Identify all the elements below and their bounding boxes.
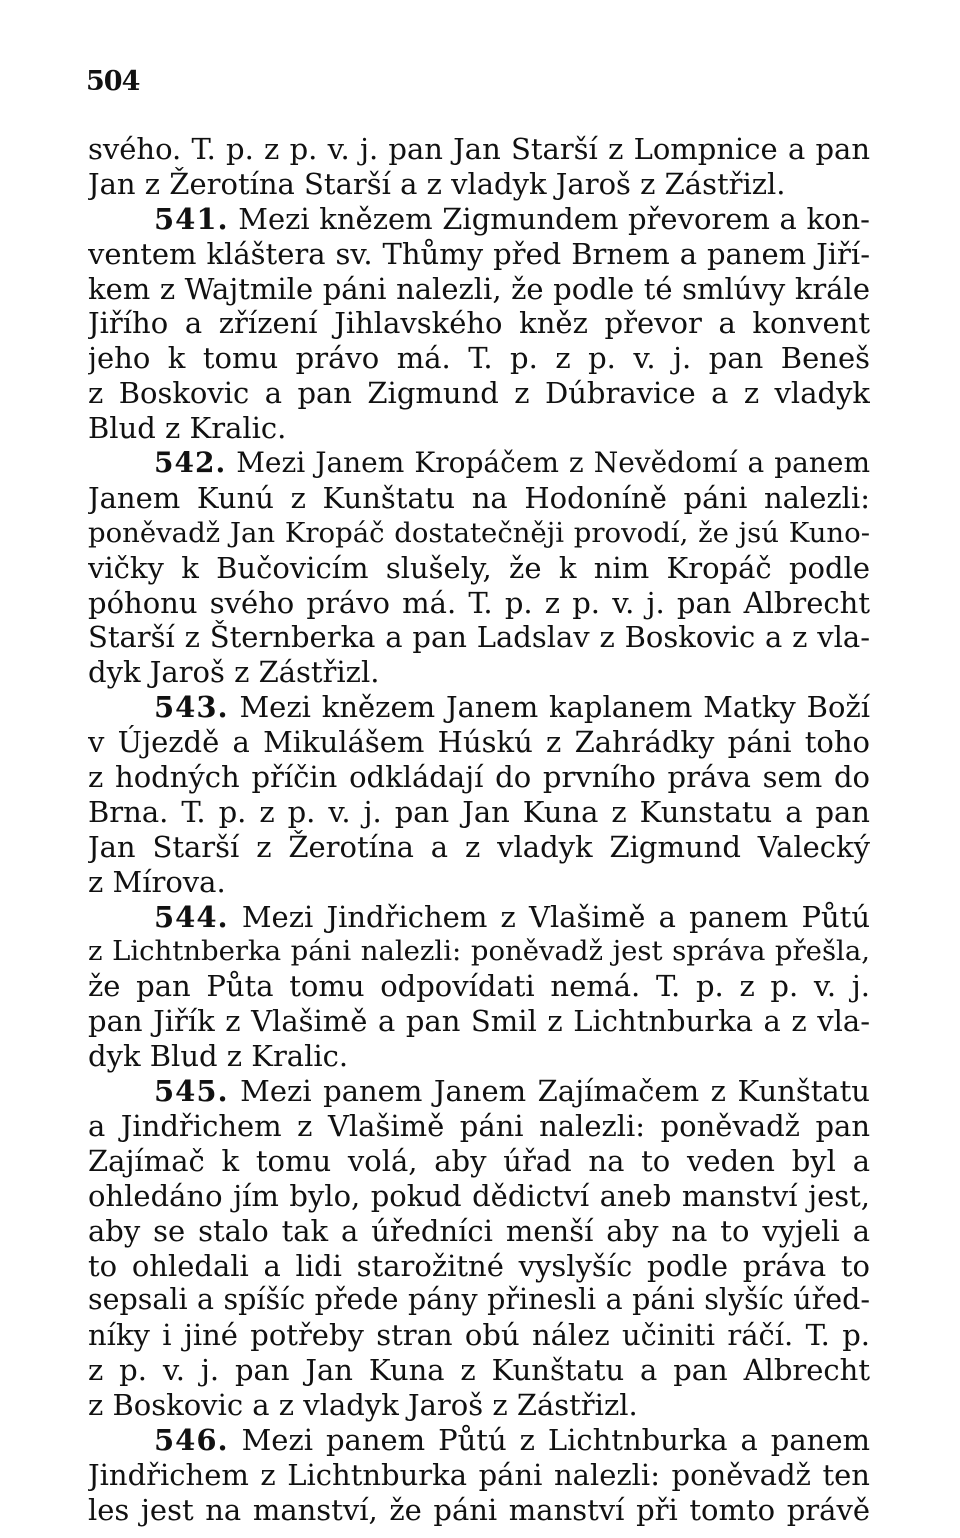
line-text: poněvadž Jan Kropáč dostatečněji provodí, že jsú Kuno- xyxy=(88,516,870,549)
line-text: vičky k Bučovicím slušely, že k nim Kropáč podle xyxy=(88,550,870,585)
line-text: Janem Kunú z Kunštatu na Hodoníně páni nalezli: xyxy=(88,480,870,515)
line-text: Jan Starší z Žerotína a z vladyk Zigmund Valecký xyxy=(88,829,870,864)
line-text: les jest na manství, že páni manství při tomto právě xyxy=(88,1492,870,1527)
line-text: sepsali a spíšíc přede pány přinesli a páni slyšíc úřed- xyxy=(88,1283,870,1317)
line-text: dyk Blud z Kralic. xyxy=(88,1039,349,1074)
text-line xyxy=(88,306,870,341)
text-line xyxy=(88,586,870,621)
line-text: Jan z Žerotína Starší a z vladyk Jaroš z Zástřizl. xyxy=(88,166,786,201)
line-text: že pan Půta tomu odpovídati nemá. T. p. z p. v. j. xyxy=(88,969,870,1004)
line-text: Starší z Šternberka a pan Ladslav z Boskovic a z vla- xyxy=(88,620,870,655)
line-text: jeho k tomu právo má. T. p. z p. v. j. pan Beneš xyxy=(88,341,870,376)
body-text xyxy=(88,132,870,1528)
line-text: kem z Wajtmile páni nalezli, že podle té smlúvy krále xyxy=(88,271,870,306)
text-line xyxy=(88,1249,870,1284)
text-line xyxy=(88,1283,870,1318)
line-text: Jiřího a zřízení Jihlavského kněz převor a konvent xyxy=(88,306,870,341)
text-line xyxy=(88,900,870,935)
text-line xyxy=(88,725,870,760)
line-text: Mezi panem Janem Zajímačem z Kunštatu xyxy=(228,1074,870,1109)
line-text: Zajímač k tomu volá, aby úřad na to veden byl a xyxy=(88,1143,870,1178)
text-line xyxy=(88,132,870,167)
section-number: 543. xyxy=(154,690,229,725)
line-text: Mezi knězem Janem kaplanem Matky Boží xyxy=(228,690,870,725)
text-line xyxy=(88,830,870,865)
line-text: z hodných příčin odkládají do prvního práva sem do xyxy=(88,760,870,795)
text-line xyxy=(88,1109,870,1144)
line-text: z Boskovic a pan Zigmund z Dúbravice a z vladyk xyxy=(88,376,870,411)
text-line xyxy=(88,795,870,830)
line-text: póhonu svého právo má. T. p. z p. v. j. pan Albrecht xyxy=(88,585,870,620)
line-text: Mezi knězem Zigmundem převorem a kon- xyxy=(228,201,870,236)
text-line xyxy=(88,1074,870,1109)
line-text: z p. v. j. pan Jan Kuna z Kunštatu a pan Albrecht xyxy=(88,1353,870,1388)
text-line xyxy=(88,202,870,237)
text-line xyxy=(88,1144,870,1179)
line-text: v Újezdě a Mikulášem Húskú z Zahrádky páni toho xyxy=(88,725,870,760)
page-number: 504 xyxy=(86,66,140,97)
text-line xyxy=(88,620,870,655)
line-text: z Boskovic a z vladyk Jaroš z Zástřizl. xyxy=(88,1388,638,1423)
line-text: aby se stalo tak a úředníci menší aby na to vyjeli a xyxy=(88,1213,870,1248)
text-line xyxy=(88,865,870,900)
text-line xyxy=(88,167,870,202)
text-line xyxy=(88,655,870,690)
line-text: Jindřichem z Lichtnburka páni nalezli: poněvadž ten xyxy=(88,1457,870,1492)
text-line xyxy=(88,446,870,481)
line-text: Mezi Jindřichem z Vlašimě a panem Půtú xyxy=(228,899,870,934)
line-text: Blud z Kralic. xyxy=(88,411,287,446)
line-text: Mezi panem Půtú z Lichtnburka a panem xyxy=(228,1422,870,1457)
text-line xyxy=(88,969,870,1004)
text-line xyxy=(88,481,870,516)
line-text: Mezi Janem Kropáčem z Nevědomí a panem xyxy=(226,446,870,480)
text-line xyxy=(88,1493,870,1528)
line-text: níky i jiné potřeby stran obú nález učiniti ráčí. T. p. xyxy=(88,1318,870,1353)
text-line xyxy=(88,516,870,551)
line-text: a Jindřichem z Vlašimě páni nalezli: poněvadž pan xyxy=(88,1108,870,1143)
text-line xyxy=(88,551,870,586)
line-text: z Lichtnberka páni nalezli: poněvadž jest správa přešla, xyxy=(88,935,870,968)
text-line xyxy=(88,1039,870,1074)
text-line xyxy=(88,1179,870,1214)
text-line xyxy=(88,1004,870,1039)
text-line xyxy=(88,237,870,272)
text-line xyxy=(88,411,870,446)
section-number: 542. xyxy=(154,446,227,480)
line-text: svého. T. p. z p. v. j. pan Jan Starší z Lompnice a pan xyxy=(88,132,870,166)
text-line xyxy=(88,1318,870,1353)
text-line xyxy=(88,1388,870,1423)
text-line xyxy=(88,1214,870,1249)
line-text: Brna. T. p. z p. v. j. pan Jan Kuna z Kunstatu a pan xyxy=(88,794,870,829)
line-text: to ohledali a lidi starožitné vyslyšíc podle práva to xyxy=(88,1248,870,1283)
text-line xyxy=(88,760,870,795)
section-number: 541. xyxy=(154,201,229,236)
section-number: 544. xyxy=(154,899,229,934)
text-line xyxy=(88,1458,870,1493)
text-line xyxy=(88,341,870,376)
text-line xyxy=(88,690,870,725)
text-line xyxy=(88,272,870,307)
text-line xyxy=(88,376,870,411)
line-text: dyk Jaroš z Zástřizl. xyxy=(88,655,380,690)
line-text: ohledáno jím bylo, pokud dědictví aneb manství jest, xyxy=(88,1178,870,1213)
text-line xyxy=(88,1423,870,1458)
section-number: 546. xyxy=(154,1422,229,1457)
line-text: z Mírova. xyxy=(88,864,226,899)
text-line xyxy=(88,934,870,969)
section-number: 545. xyxy=(154,1074,229,1109)
line-text: ventem kláštera sv. Thůmy před Brnem a panem Jiří- xyxy=(88,236,870,271)
line-text: pan Jiřík z Vlašimě a pan Smil z Lichtnburka a z vla- xyxy=(88,1004,870,1039)
text-line xyxy=(88,1353,870,1388)
